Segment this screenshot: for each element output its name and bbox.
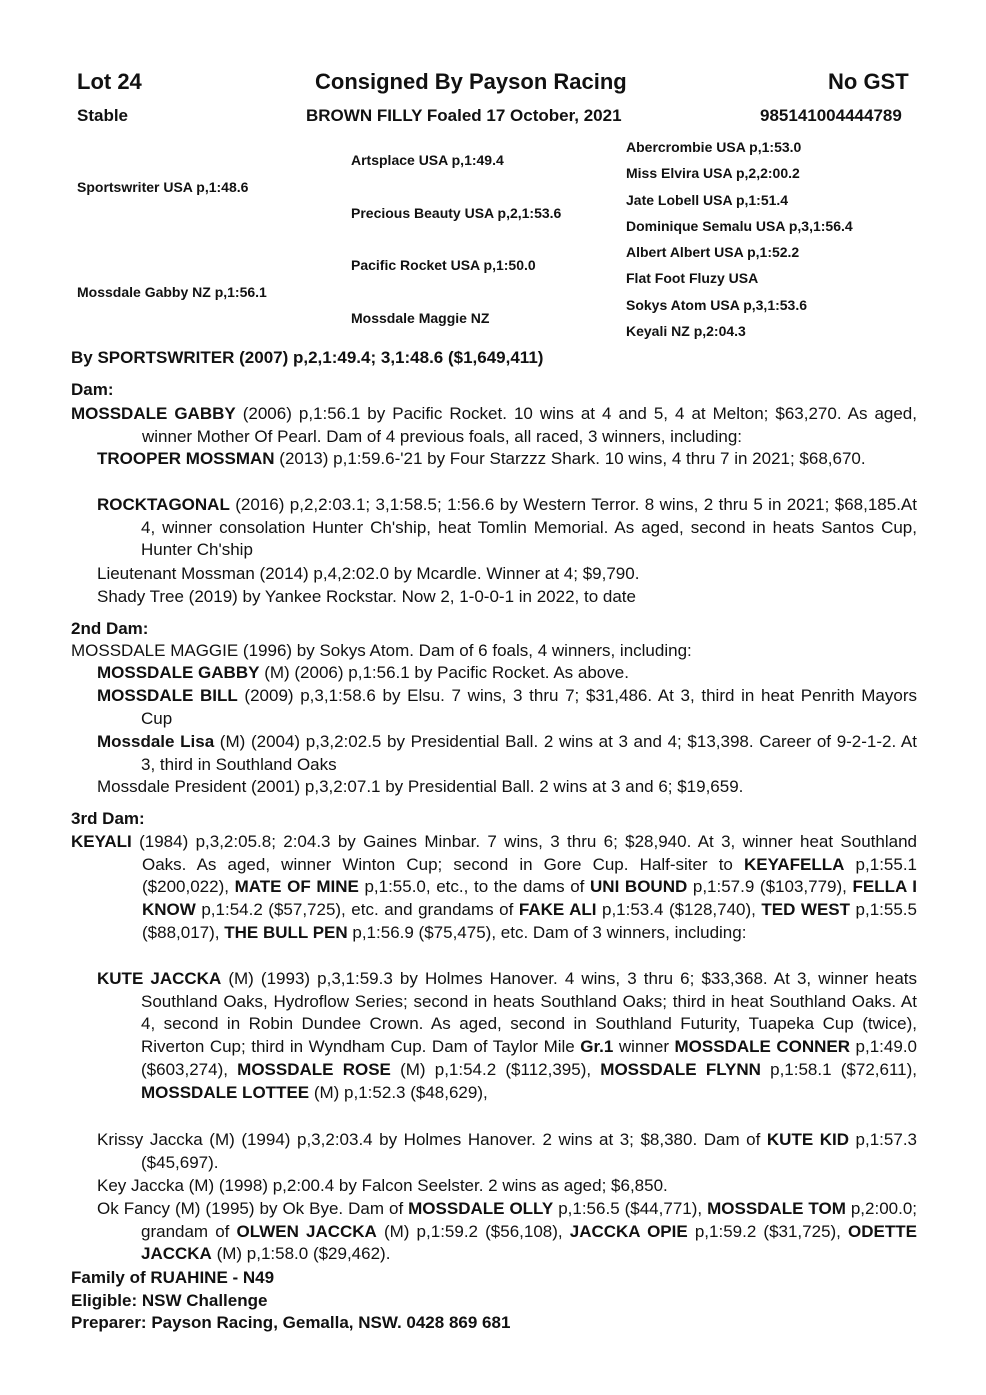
- dam-paragraph: MOSSDALE GABBY (2006) p,1:56.1 by Pacific Rocket. 10 wins at 4 and 5, 4 at Melton; $63,270. As aged, winner Mother Of Pearl. Dam of 4 previous foals, all raced, 3 winners, including:: [71, 404, 917, 446]
- dam-progeny: Shady Tree (2019) by Yankee Rockstar. Now 2, 1-0-0-1 in 2022, to date: [97, 587, 636, 606]
- dam-heading: Dam:: [71, 380, 114, 399]
- pedigree-great-grandparent: Albert Albert USA p,1:52.2: [626, 244, 800, 260]
- second-dam-progeny: MOSSDALE BILL (2009) p,3,1:58.6 by Elsu. 7 wins, 3 thru 7; $31,486. At 3, third in heat Penrith Mayors Cup: [97, 686, 917, 728]
- second-dam-paragraph: MOSSDALE MAGGIE (1996) by Sokys Atom. Dam of 6 foals, 4 winners, including:: [71, 641, 692, 660]
- dam-progeny: Lieutenant Mossman (2014) p,4,2:02.0 by Mcardle. Winner at 4; $9,790.: [97, 564, 640, 583]
- third-dam-progeny: Krissy Jaccka (M) (1994) p,3,2:03.4 by Holmes Hanover. 2 wins at 3; $8,380. Dam of KUTE KID p,1:57.3 ($45,697).: [97, 1130, 917, 1172]
- second-dam-progeny: Mossdale President (2001) p,3,2:07.1 by Presidential Ball. 2 wins at 3 and 6; $19,659.: [97, 777, 744, 796]
- dam-progeny: ROCKTAGONAL (2016) p,2,2:03.1; 3,1:58.5; 1:56.6 by Western Terror. 8 wins, 2 thru 5 in 2021; $68,185.At 4, winner consolation Hunter Ch'ship, heat Tomlin Memorial. As aged, second in heats Santos Cup, Hunter Ch'ship: [97, 495, 917, 560]
- horse-name: MOSSDALE GABBY: [97, 663, 260, 682]
- pedigree-grandparent: Precious Beauty USA p,2,1:53.6: [351, 205, 562, 221]
- horse-name: MOSSDALE GABBY: [71, 404, 236, 423]
- horse-name: ROCKTAGONAL: [97, 495, 230, 514]
- family-line: Family of RUAHINE - N49: [71, 1268, 275, 1287]
- pedigree-great-grandparent: Dominique Semalu USA p,3,1:56.4: [626, 218, 853, 234]
- eligible-line: Eligible: NSW Challenge: [71, 1291, 268, 1310]
- horse-name: KEYALI: [71, 832, 132, 851]
- preparer-line: Preparer: Payson Racing, Gemalla, NSW. 0428 869 681: [71, 1313, 511, 1332]
- third-dam-paragraph: KEYALI (1984) p,3,2:05.8; 2:04.3 by Gaines Minbar. 7 wins, 3 thru 6; $28,940. At 3, winner heat Southland Oaks. As aged, winner Winton Cup; second in Gore Cup. Half-siter to KEYAFELLA p,1:55.1 ($200,022), MATE OF MINE p,1:55.0, etc., to the dams of UNI BOUND p,1:57.9 ($103,779), FELLA I KNOW p,1:54.2 ($57,725), etc. and grandams of FAKE ALI p,1:53.4 ($128,740), TED WEST p,1:55.5 ($88,017), THE BULL PEN p,1:56.9 ($75,475), etc. Dam of 3 winners, including:: [71, 832, 918, 942]
- dam-progeny: TROOPER MOSSMAN (2013) p,1:59.6-'21 by Four Starzzz Shark. 10 wins, 4 thru 7 in 2021; $68,670.: [97, 449, 866, 468]
- third-dam-progeny: Key Jaccka (M) (1998) p,2:00.4 by Falcon Seelster. 2 wins as aged; $6,850.: [97, 1176, 668, 1195]
- pedigree-great-grandparent: Jate Lobell USA p,1:51.4: [626, 192, 789, 208]
- horse-name: MOSSDALE BILL: [97, 686, 238, 705]
- third-dam-progeny: KUTE JACCKA (M) (1993) p,3,1:59.3 by Holmes Hanover. 4 wins, 3 thru 6; $33,368. At 3, winner heats Southland Oaks, Hydroflow Series; second in heats Southland Oaks; third in heat Southland Oaks. At 4, second in Robin Dundee Crown. As aged, second in Southland Futurity, Tuapeka Cup (twice), Riverton Cup; third in Wyndham Cup. Dam of Taylor Mile Gr.1 winner MOSSDALE CONNER p,1:49.0 ($603,274), MOSSDALE ROSE (M) p,1:54.2 ($112,395), MOSSDALE FLYNN p,1:58.1 ($72,611), MOSSDALE LOTTEE (M) p,1:52.3 ($48,629),: [97, 969, 918, 1102]
- horse-name: TROOPER MOSSMAN: [97, 449, 275, 468]
- pedigree-grandparent: Pacific Rocket USA p,1:50.0: [351, 257, 536, 273]
- consignor: Consigned By Payson Racing: [315, 69, 627, 94]
- third-dam-heading: 3rd Dam:: [71, 809, 145, 828]
- pedigree-grandparent: Mossdale Maggie NZ: [351, 310, 490, 326]
- horse-name: KUTE JACCKA: [97, 969, 222, 988]
- second-dam-progeny: MOSSDALE GABBY (M) (2006) p,1:56.1 by Pacific Rocket. As above.: [97, 663, 629, 682]
- sire-line: By SPORTSWRITER (2007) p,2,1:49.4; 3,1:48.6 ($1,649,411): [71, 348, 544, 367]
- pedigree-dam: Mossdale Gabby NZ p,1:56.1: [77, 284, 267, 300]
- pedigree-grandparent: Artsplace USA p,1:49.4: [351, 152, 504, 168]
- pedigree-great-grandparent: Miss Elvira USA p,2,2:00.2: [626, 165, 800, 181]
- lot-number: Lot 24: [77, 69, 142, 94]
- third-dam-progeny: Ok Fancy (M) (1995) by Ok Bye. Dam of MOSSDALE OLLY p,1:56.5 ($44,771), MOSSDALE TOM p,2:00.0; grandam of OLWEN JACCKA (M) p,1:59.2 ($56,108), JACCKA OPIE p,1:59.2 ($31,725), ODETTE JACCKA (M) p,1:58.0 ($29,462).: [97, 1199, 918, 1264]
- second-dam-heading: 2nd Dam:: [71, 619, 149, 638]
- microchip-number: 985141004444789: [760, 106, 902, 125]
- stable-label: Stable: [77, 106, 129, 125]
- horse-description: BROWN FILLY Foaled 17 October, 2021: [306, 106, 622, 125]
- second-dam-progeny: Mossdale Lisa (M) (2004) p,3,2:02.5 by Presidential Ball. 2 wins at 3 and 4; $13,398. Career of 9-2-1-2. At 3, third in Southland Oaks: [97, 732, 917, 774]
- pedigree-sire: Sportswriter USA p,1:48.6: [77, 179, 249, 195]
- pedigree-great-grandparent: Abercrombie USA p,1:53.0: [626, 139, 802, 155]
- gst-status: No GST: [828, 69, 909, 94]
- pedigree-great-grandparent: Sokys Atom USA p,3,1:53.6: [626, 297, 808, 313]
- horse-name: Mossdale Lisa: [97, 732, 215, 751]
- pedigree-great-grandparent: Keyali NZ p,2:04.3: [626, 323, 746, 339]
- pedigree-great-grandparent: Flat Foot Fluzy USA: [626, 270, 759, 286]
